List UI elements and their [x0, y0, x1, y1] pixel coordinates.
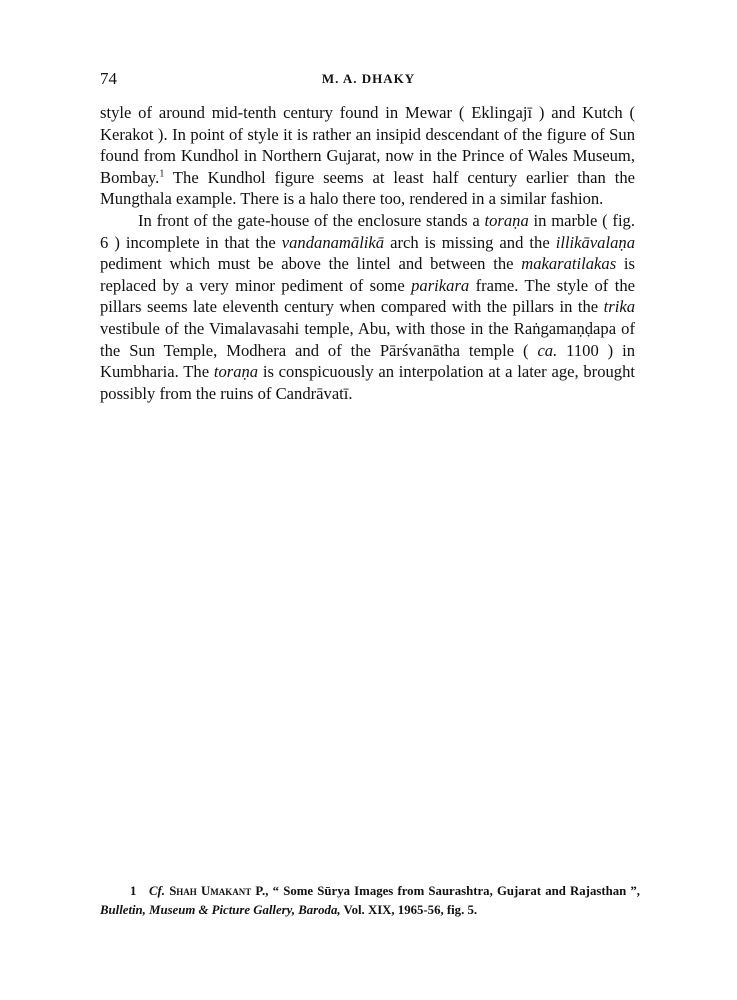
text-run: pediment which must be above the lintel and between the: [100, 254, 522, 274]
footnote: [100, 882, 640, 920]
text-run: arch is missing and the: [384, 232, 556, 252]
footnote-cf: Cf.: [148, 884, 165, 898]
text-run: The Kundhol figure seems at least half century earlier than the Mungthala example. There is a halo there too, rendered in a similar fashion.: [100, 167, 635, 209]
text-run: 1100 ) in Kumbharia. The: [100, 340, 636, 382]
running-head: M. A. DHAKY: [321, 71, 416, 86]
italic-term: parikara: [411, 275, 470, 295]
text-run: is replaced by a very minor pediment of some: [100, 254, 636, 295]
italic-term: vandanamālikā: [281, 232, 385, 252]
text-run: frame. The style of the pillars seems late eleventh century when compared with the pillars in the: [100, 275, 636, 317]
footnote-journal: Bulletin, Museum & Picture Gallery, Baroda,: [100, 903, 341, 917]
italic-term: makaratilakas: [521, 254, 617, 274]
italic-term: toraṇa: [213, 362, 259, 382]
text-run: style of around mid-tenth century found in Mewar ( Eklingajī ) and Kutch ( Kerakot ). In point of style it is rather an insipid descendant of the figure of Sun found from Kundhol in Northern Gujarat, now in the Prince of Wales Museum, Bombay.: [100, 103, 635, 187]
italic-term: toraṇa: [484, 211, 529, 230]
footnote-text: “ Some Sūrya Images from Saurashtra, Gujarat and Rajasthan ”,: [268, 884, 641, 898]
italic-term: illikāvalaṇa: [555, 232, 635, 252]
footnote-number: 1: [130, 884, 137, 898]
footnote-author: Shah Umakant P.,: [169, 884, 269, 898]
text-run: is conspicuously an interpolation at a later age, brought possibly from the ruins of Candrāvatī.: [100, 362, 636, 403]
page-number: 74: [100, 69, 117, 88]
text-run: in marble ( fig. 6 ) incomplete in that the: [100, 211, 635, 252]
italic-term: trika: [603, 297, 635, 317]
italic-term: ca.: [537, 340, 558, 360]
text-run: In front of the gate-house of the enclosure stands a: [138, 211, 485, 230]
text-run: vestibule of the Vimalavasahi temple, Abu, with those in the Raṅgamaṇḍapa of the Sun Temple, Modhera and of the Pārśvanātha temple (: [100, 318, 635, 360]
paragraph-2: [100, 210, 635, 404]
paragraph-1: [100, 102, 635, 210]
footnote-text: Vol. XIX, 1965-56, fig. 5.: [340, 903, 478, 917]
footnote-reference: 1: [159, 168, 165, 180]
